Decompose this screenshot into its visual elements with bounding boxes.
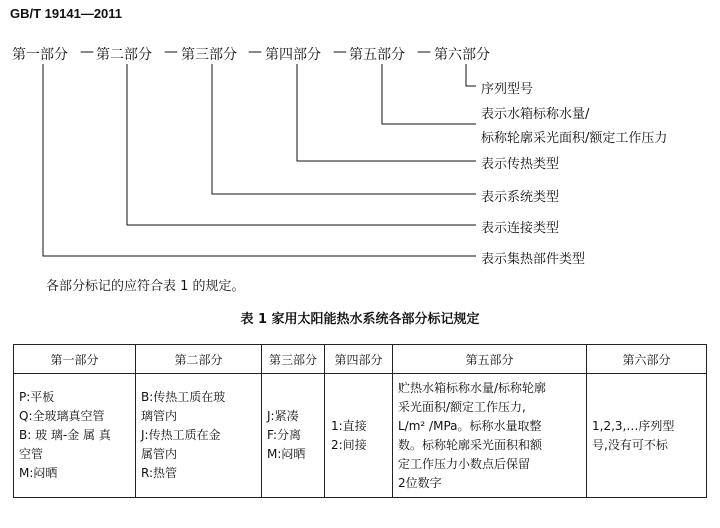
table-cell-part-4 <box>325 374 393 498</box>
table-cell-part-5 <box>393 374 587 498</box>
table-header-row <box>14 345 707 374</box>
label-system-type: 表示系统类型 <box>481 190 560 205</box>
separator: — <box>333 44 347 60</box>
separator: — <box>248 44 262 60</box>
note-text: 各部分标记的应符合表 1 的规定。 <box>46 279 245 294</box>
part-1-label: 第一部分 <box>12 47 68 63</box>
part-3-label: 第三部分 <box>181 47 237 63</box>
cell-line: 属管内 <box>141 447 178 461</box>
table-cell-part-3 <box>262 374 325 498</box>
separator: — <box>80 44 94 60</box>
table-cell-part-2 <box>136 374 262 498</box>
cell-line: B:传热工质在玻 <box>141 390 226 404</box>
cell-line: J:紧凑 <box>267 409 299 423</box>
cell-line: J:传热工质在金 <box>141 428 221 442</box>
cell-line: 璃管内 <box>141 409 178 423</box>
cell-line: 2位数字 <box>398 475 442 490</box>
cell-line: 1,2,3,…序列型 <box>592 418 675 433</box>
separator: — <box>164 44 178 60</box>
cell-line: M:闷晒 <box>19 466 58 480</box>
cell-line: 贮热水箱标称水量/标称轮廓 <box>398 380 547 395</box>
connector-part-6 <box>466 64 476 86</box>
part-6-label: 第六部分 <box>434 47 490 63</box>
table-header: 第一部分 <box>14 345 136 374</box>
table-header: 第四部分 <box>325 345 393 374</box>
cell-line: 2:间接 <box>331 437 367 452</box>
label-connection-type: 表示连接类型 <box>481 221 560 236</box>
table-cell-part-1 <box>14 374 136 498</box>
connector-part-5 <box>382 64 476 124</box>
separator: — <box>417 44 431 60</box>
label-tank-volume: 表示水箱标称水量/ <box>481 107 590 122</box>
part-4-label: 第四部分 <box>265 47 321 63</box>
table-cell-part-6 <box>587 374 707 498</box>
cell-line: Q:全玻璃真空管 <box>19 409 105 423</box>
table-header: 第二部分 <box>136 345 262 374</box>
label-heat-transfer-type: 表示传热类型 <box>481 157 560 172</box>
label-serial-number: 序列型号 <box>481 82 534 97</box>
connector-part-2 <box>127 64 476 225</box>
table-header: 第六部分 <box>587 345 707 374</box>
part-5-label: 第五部分 <box>349 47 405 63</box>
cell-line: 定工作压力小数点后保留 <box>398 456 531 471</box>
marking-table <box>13 344 707 498</box>
cell-line: M:闷晒 <box>267 447 306 461</box>
cell-line: 1:直接 <box>331 418 367 433</box>
connector-part-4 <box>297 64 476 161</box>
table-header: 第三部分 <box>262 345 325 374</box>
standard-code: GB/T 19141—2011 <box>10 6 123 21</box>
cell-line: B: 玻 璃-金 属 真 <box>19 428 111 442</box>
label-collector-type: 表示集热部件类型 <box>481 252 586 267</box>
cell-line: F:分离 <box>267 428 302 442</box>
connector-part-1 <box>43 64 476 256</box>
cell-line: 号,没有可不标 <box>592 437 668 452</box>
cell-line: 空管 <box>19 447 44 461</box>
table-caption: 表 1 家用太阳能热水系统各部分标记规定 <box>240 312 480 327</box>
connector-part-3 <box>212 64 476 194</box>
part-2-label: 第二部分 <box>96 47 152 63</box>
cell-line: 采光面积/额定工作压力, <box>398 399 526 414</box>
cell-line: P:平板 <box>19 390 55 404</box>
cell-line: L/m² /MPa。标称水量取整 <box>398 418 542 433</box>
cell-line: 数。标称轮廓采光面积和额 <box>398 437 543 452</box>
table-row <box>14 374 707 498</box>
cell-line: R:热管 <box>141 466 178 480</box>
table-header: 第五部分 <box>393 345 587 374</box>
label-area-pressure: 标称轮廓采光面积/额定工作压力 <box>481 131 668 146</box>
